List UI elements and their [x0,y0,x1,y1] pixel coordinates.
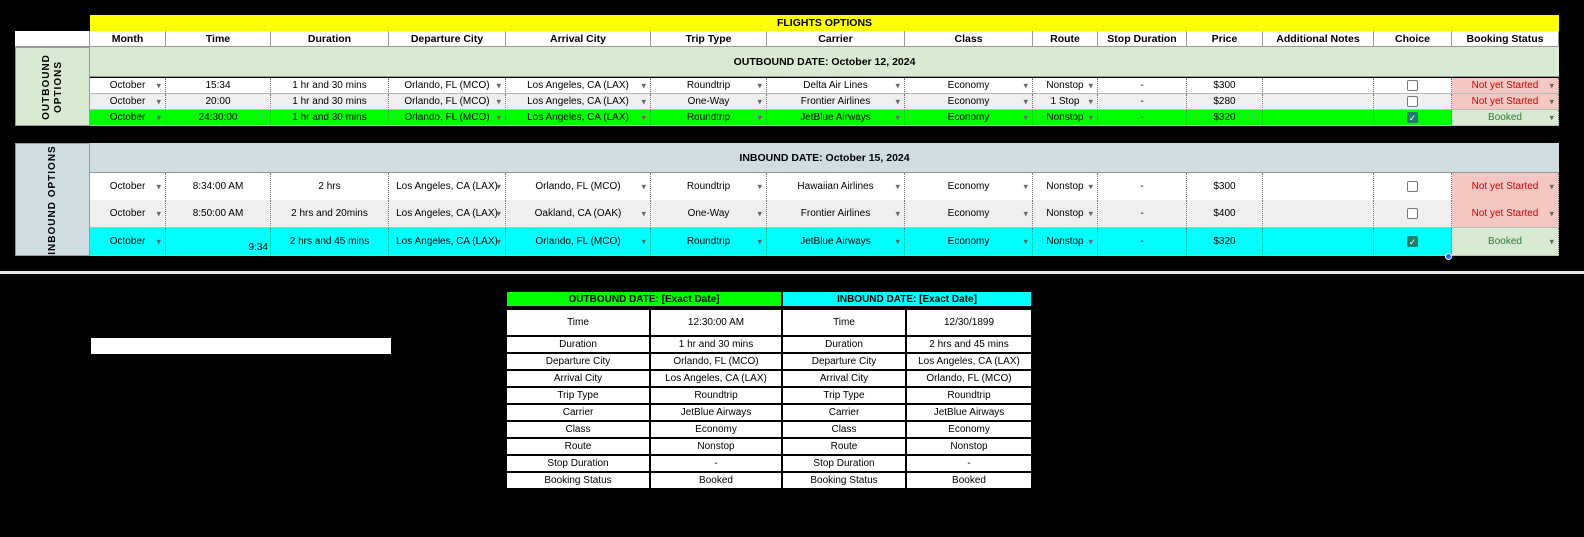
outbound-price-cell[interactable] [1187,78,1263,94]
inbound-route-cell[interactable] [1033,228,1098,256]
col-header-class[interactable]: Class [905,31,1033,47]
outbound-status-value: Not yet Started [1471,80,1539,91]
inbound-date-band: INBOUND DATE: October 15, 2024 [90,143,1559,173]
inbound-departure-cell[interactable] [389,228,506,256]
outbound-price-value: $300 [1213,80,1236,91]
summary-outbound-label[interactable]: Arrival City [506,370,650,387]
inbound-departure-value: Los Angeles, CA (LAX) [396,208,498,219]
summary-outbound-label[interactable]: Time [506,309,650,336]
outbound-side-label [15,47,90,126]
summary-outbound-label[interactable]: Booking Status [506,472,650,489]
inbound-side-label-text: INBOUND OPTIONS [46,144,58,255]
inbound-time-value: 8:50:00 AM [192,208,244,219]
inbound-time-value: 8:34:00 AM [192,181,244,192]
outbound-duration-cell[interactable] [271,110,389,126]
outbound-side-label-line1: OUTBOUND [40,53,52,120]
inbound-status-cell[interactable] [1452,200,1559,228]
outbound-trip-cell[interactable] [651,94,767,110]
outbound-date-band: OUTBOUND DATE: October 12, 2024 [90,47,1559,77]
summary-inbound-value[interactable]: 12/30/1899 [906,309,1032,336]
summary-outbound-label[interactable]: Class [506,421,650,438]
summary-inbound-label[interactable]: Time [782,309,906,336]
outbound-duration-value: 1 hr and 30 mins [292,80,367,91]
summary-inbound-value[interactable]: Economy [906,421,1032,438]
outbound-price-value: $320 [1213,112,1236,123]
col-header-status[interactable]: Booking Status [1452,31,1559,47]
outbound-side-label-line2: OPTIONS [52,60,64,113]
inbound-route-value: Nonstop [1046,236,1084,247]
outbound-notes-cell[interactable] [1263,94,1374,110]
summary-outbound-label[interactable]: Departure City [506,353,650,370]
col-header-price[interactable]: Price [1187,31,1263,47]
inbound-month-value: October [109,181,146,192]
outbound-month-value: October [109,96,146,107]
col-header-trip[interactable]: Trip Type [651,31,767,47]
summary-inbound-label[interactable]: Duration [782,336,906,353]
inbound-class-value: Economy [947,181,990,192]
col-header-notes[interactable]: Additional Notes [1263,31,1374,47]
outbound-choice-cell[interactable] [1374,94,1452,110]
outbound-stop-cell[interactable] [1098,94,1187,110]
summary-inbound-value[interactable]: 2 hrs and 45 mins [906,336,1032,353]
inbound-departure-value: Los Angeles, CA (LAX) [396,181,498,192]
outbound-stop-value: - [1140,112,1144,123]
outbound-departure-cell[interactable] [389,110,506,126]
summary-outbound-label[interactable]: Duration [506,336,650,353]
inbound-carrier-cell[interactable] [767,228,905,256]
outbound-status-value: Not yet Started [1471,96,1539,107]
summary-outbound-header[interactable]: OUTBOUND DATE: [Exact Date] [506,291,782,307]
inbound-price-cell[interactable] [1187,228,1263,256]
outbound-route-value: Nonstop [1046,112,1084,123]
inbound-choice-cell[interactable] [1374,200,1452,228]
summary-inbound-label[interactable]: Class [782,421,906,438]
inbound-time-cell[interactable] [166,228,271,256]
inbound-duration-value: 2 hrs and 45 mins [289,236,370,247]
inbound-duration-cell[interactable] [271,228,389,256]
outbound-month-value: October [109,80,146,91]
outbound-time-value: 24:30:00 [198,112,238,123]
col-header-time[interactable]: Time [166,31,271,47]
inbound-month-value: October [109,208,146,219]
inbound-time-cell[interactable] [166,173,271,201]
outbound-arrival-value: Los Angeles, CA (LAX) [527,80,629,91]
inbound-class-value: Economy [947,208,990,219]
col-header-carrier[interactable]: Carrier [767,31,905,47]
summary-outbound-label[interactable]: Carrier [506,404,650,421]
outbound-time-value: 15:34 [205,80,231,91]
inbound-arrival-cell[interactable] [506,228,651,256]
outbound-departure-value: Orlando, FL (MCO) [404,96,490,107]
outbound-trip-cell[interactable] [651,78,767,94]
outbound-arrival-cell[interactable] [506,110,651,126]
outbound-carrier-value: JetBlue Airways [800,112,871,123]
outbound-departure-cell[interactable] [389,78,506,94]
outbound-route-cell[interactable] [1033,94,1098,110]
outbound-duration-cell[interactable] [271,78,389,94]
summary-outbound-value[interactable]: Economy [650,421,782,438]
inbound-trip-cell[interactable] [651,228,767,256]
summary-inbound-value[interactable]: Nonstop [906,438,1032,455]
outbound-month-cell[interactable] [90,94,166,110]
inbound-price-value: $300 [1213,181,1236,192]
outbound-stop-value: - [1140,80,1144,91]
choice-checkbox[interactable]: ✓ [1408,113,1417,123]
summary-outbound-value[interactable]: Los Angeles, CA (LAX) [650,370,782,387]
summary-outbound-value[interactable]: Roundtrip [650,387,782,404]
inbound-month-cell[interactable] [90,228,166,256]
outbound-month-cell[interactable] [90,110,166,126]
inbound-stop-value: - [1140,208,1144,219]
summary-inbound-value[interactable]: Los Angeles, CA (LAX) [906,353,1032,370]
outbound-arrival-value: Los Angeles, CA (LAX) [527,96,629,107]
outbound-trip-value: Roundtrip [686,80,731,91]
inbound-route-cell[interactable] [1033,173,1098,201]
col-header-choice[interactable]: Choice [1374,31,1452,47]
inbound-status-cell[interactable] [1452,173,1559,201]
outbound-arrival-cell[interactable] [506,94,651,110]
inbound-choice-cell[interactable] [1374,228,1452,256]
outbound-time-cell[interactable] [166,94,271,110]
outbound-stop-cell[interactable] [1098,110,1187,126]
inbound-price-value: $400 [1213,208,1236,219]
inbound-duration-value: 2 hrs and 20mins [291,208,368,219]
inbound-trip-cell[interactable] [651,200,767,228]
inbound-stop-cell[interactable] [1098,200,1187,228]
summary-inbound-value[interactable]: Booked [906,472,1032,489]
col-header-arrival[interactable]: Arrival City [506,31,651,47]
choice-checkbox[interactable] [1407,96,1418,107]
outbound-status-cell[interactable] [1452,78,1559,94]
outbound-time-value: 20:00 [205,96,231,107]
outbound-carrier-cell[interactable] [767,94,905,110]
inbound-status-cell[interactable] [1452,228,1559,256]
outbound-stop-value: - [1140,96,1144,107]
inbound-route-value: Nonstop [1046,181,1084,192]
inbound-month-value: October [109,236,146,247]
frozen-divider[interactable] [0,271,1584,274]
outbound-notes-cell[interactable] [1263,110,1374,126]
outbound-price-cell[interactable] [1187,110,1263,126]
outbound-choice-cell[interactable] [1374,110,1452,126]
inbound-arrival-value: Oakland, CA (OAK) [534,208,622,219]
outbound-class-value: Economy [947,112,990,123]
inbound-status-value: Not yet Started [1471,181,1539,192]
outbound-class-cell[interactable] [905,110,1033,126]
inbound-time-cell[interactable] [166,200,271,228]
summary-inbound-label[interactable]: Route [782,438,906,455]
summary-inbound-label[interactable]: Stop Duration [782,455,906,472]
col-header-duration[interactable]: Duration [271,31,389,47]
outbound-stop-cell[interactable] [1098,78,1187,94]
inbound-departure-cell[interactable] [389,173,506,201]
inbound-month-cell[interactable] [90,200,166,228]
outbound-duration-value: 1 hr and 30 mins [292,112,367,123]
outbound-time-cell[interactable] [166,110,271,126]
inbound-carrier-value: Frontier Airlines [800,208,871,219]
inbound-price-cell[interactable] [1187,173,1263,201]
inbound-carrier-value: JetBlue Airways [800,236,871,247]
inbound-route-cell[interactable] [1033,200,1098,228]
summary-outbound-value[interactable]: 12:30:00 AM [650,309,782,336]
outbound-price-cell[interactable] [1187,94,1263,110]
inbound-duration-value: 2 hrs [318,181,341,192]
inbound-stop-value: - [1140,181,1144,192]
col-header-route[interactable]: Route [1033,31,1098,47]
summary-inbound-label[interactable]: Arrival City [782,370,906,387]
inbound-trip-cell[interactable] [651,173,767,201]
outbound-choice-cell[interactable] [1374,78,1452,94]
inbound-trip-value: One-Way [687,208,730,219]
summary-outbound-value[interactable]: - [650,455,782,472]
inbound-stop-cell[interactable] [1098,228,1187,256]
inbound-stop-cell[interactable] [1098,173,1187,201]
inbound-departure-value: Los Angeles, CA (LAX) [396,236,498,247]
outbound-departure-value: Orlando, FL (MCO) [404,80,490,91]
outbound-route-value: Nonstop [1046,80,1084,91]
inbound-departure-cell[interactable] [389,200,506,228]
outbound-month-value: October [109,112,146,123]
choice-checkbox[interactable]: ✓ [1408,237,1417,247]
summary-outbound-value[interactable]: JetBlue Airways [650,404,782,421]
outbound-route-value: 1 Stop [1050,96,1080,107]
inbound-duration-cell[interactable] [271,173,389,201]
outbound-trip-value: Roundtrip [686,112,731,123]
outbound-trip-cell[interactable] [651,110,767,126]
outbound-status-cell[interactable] [1452,110,1559,126]
summary-outbound-label[interactable]: Stop Duration [506,455,650,472]
outbound-class-cell[interactable] [905,94,1033,110]
inbound-trip-value: Roundtrip [686,236,731,247]
outbound-carrier-cell[interactable] [767,78,905,94]
outbound-notes-cell[interactable] [1263,78,1374,94]
inbound-class-value: Economy [947,236,990,247]
summary-outbound-value[interactable]: Orlando, FL (MCO) [650,353,782,370]
summary-inbound-label[interactable]: Departure City [782,353,906,370]
choice-checkbox[interactable] [1407,181,1418,192]
inbound-time-value: 9:34 [248,242,268,253]
outbound-route-cell[interactable] [1033,110,1098,126]
inbound-class-cell[interactable] [905,200,1033,228]
outbound-route-cell[interactable] [1033,78,1098,94]
inbound-carrier-value: Hawaiian Airlines [797,181,874,192]
outbound-class-cell[interactable] [905,78,1033,94]
outbound-departure-value: Orlando, FL (MCO) [404,112,490,123]
outbound-carrier-cell[interactable] [767,110,905,126]
inbound-duration-cell[interactable] [271,200,389,228]
choice-checkbox[interactable] [1407,80,1418,91]
outbound-duration-value: 1 hr and 30 mins [292,96,367,107]
outbound-arrival-cell[interactable] [506,78,651,94]
inbound-trip-value: Roundtrip [686,181,731,192]
outbound-carrier-value: Frontier Airlines [800,96,871,107]
col-header-departure[interactable]: Departure City [389,31,506,47]
outbound-month-cell[interactable] [90,78,166,94]
inbound-route-value: Nonstop [1046,208,1084,219]
inbound-arrival-value: Orlando, FL (MCO) [535,181,621,192]
summary-outbound-value[interactable]: 1 hr and 30 mins [650,336,782,353]
col-header-stop[interactable]: Stop Duration [1098,31,1187,47]
inbound-class-cell[interactable] [905,228,1033,256]
inbound-carrier-cell[interactable] [767,200,905,228]
inbound-side-label [15,143,90,256]
sheet-title: FLIGHTS OPTIONS [90,15,1559,31]
inbound-status-value: Not yet Started [1471,208,1539,219]
summary-inbound-label[interactable]: Booking Status [782,472,906,489]
outbound-carrier-value: Delta Air Lines [803,80,868,91]
summary-inbound-value[interactable]: JetBlue Airways [906,404,1032,421]
summary-inbound-label[interactable]: Carrier [782,404,906,421]
summary-outbound-label[interactable]: Route [506,438,650,455]
summary-outbound-label[interactable]: Trip Type [506,387,650,404]
inbound-carrier-cell[interactable] [767,173,905,201]
inbound-notes-cell[interactable] [1263,200,1374,228]
outbound-class-value: Economy [947,80,990,91]
inbound-month-cell[interactable] [90,173,166,201]
choice-checkbox[interactable] [1407,208,1418,219]
summary-inbound-value[interactable]: Orlando, FL (MCO) [906,370,1032,387]
inbound-notes-cell[interactable] [1263,228,1374,256]
fill-handle[interactable] [1445,253,1452,260]
outbound-class-value: Economy [947,96,990,107]
outbound-arrival-value: Los Angeles, CA (LAX) [527,112,629,123]
inbound-price-cell[interactable] [1187,200,1263,228]
inbound-arrival-cell[interactable] [506,173,651,201]
outbound-status-cell[interactable] [1452,94,1559,110]
inbound-price-value: $320 [1213,236,1236,247]
summary-inbound-header[interactable]: INBOUND DATE: [Exact Date] [782,291,1032,307]
outbound-price-value: $280 [1213,96,1236,107]
corner-header-cell [15,31,90,47]
inbound-arrival-value: Orlando, FL (MCO) [535,236,621,247]
summary-inbound-value[interactable]: - [906,455,1032,472]
col-header-month[interactable]: Month [90,31,166,47]
summary-outbound-value[interactable]: Nonstop [650,438,782,455]
outbound-time-cell[interactable] [166,78,271,94]
blank-input-cell[interactable] [91,338,391,354]
inbound-stop-value: - [1140,236,1144,247]
outbound-departure-cell[interactable] [389,94,506,110]
inbound-status-value: Booked [1488,236,1522,247]
outbound-status-value: Booked [1488,112,1522,123]
summary-inbound-label[interactable]: Trip Type [782,387,906,404]
outbound-duration-cell[interactable] [271,94,389,110]
inbound-class-cell[interactable] [905,173,1033,201]
outbound-trip-value: One-Way [687,96,730,107]
summary-outbound-value[interactable]: Booked [650,472,782,489]
inbound-choice-cell[interactable] [1374,173,1452,201]
inbound-arrival-cell[interactable] [506,200,651,228]
summary-inbound-value[interactable]: Roundtrip [906,387,1032,404]
inbound-notes-cell[interactable] [1263,173,1374,201]
